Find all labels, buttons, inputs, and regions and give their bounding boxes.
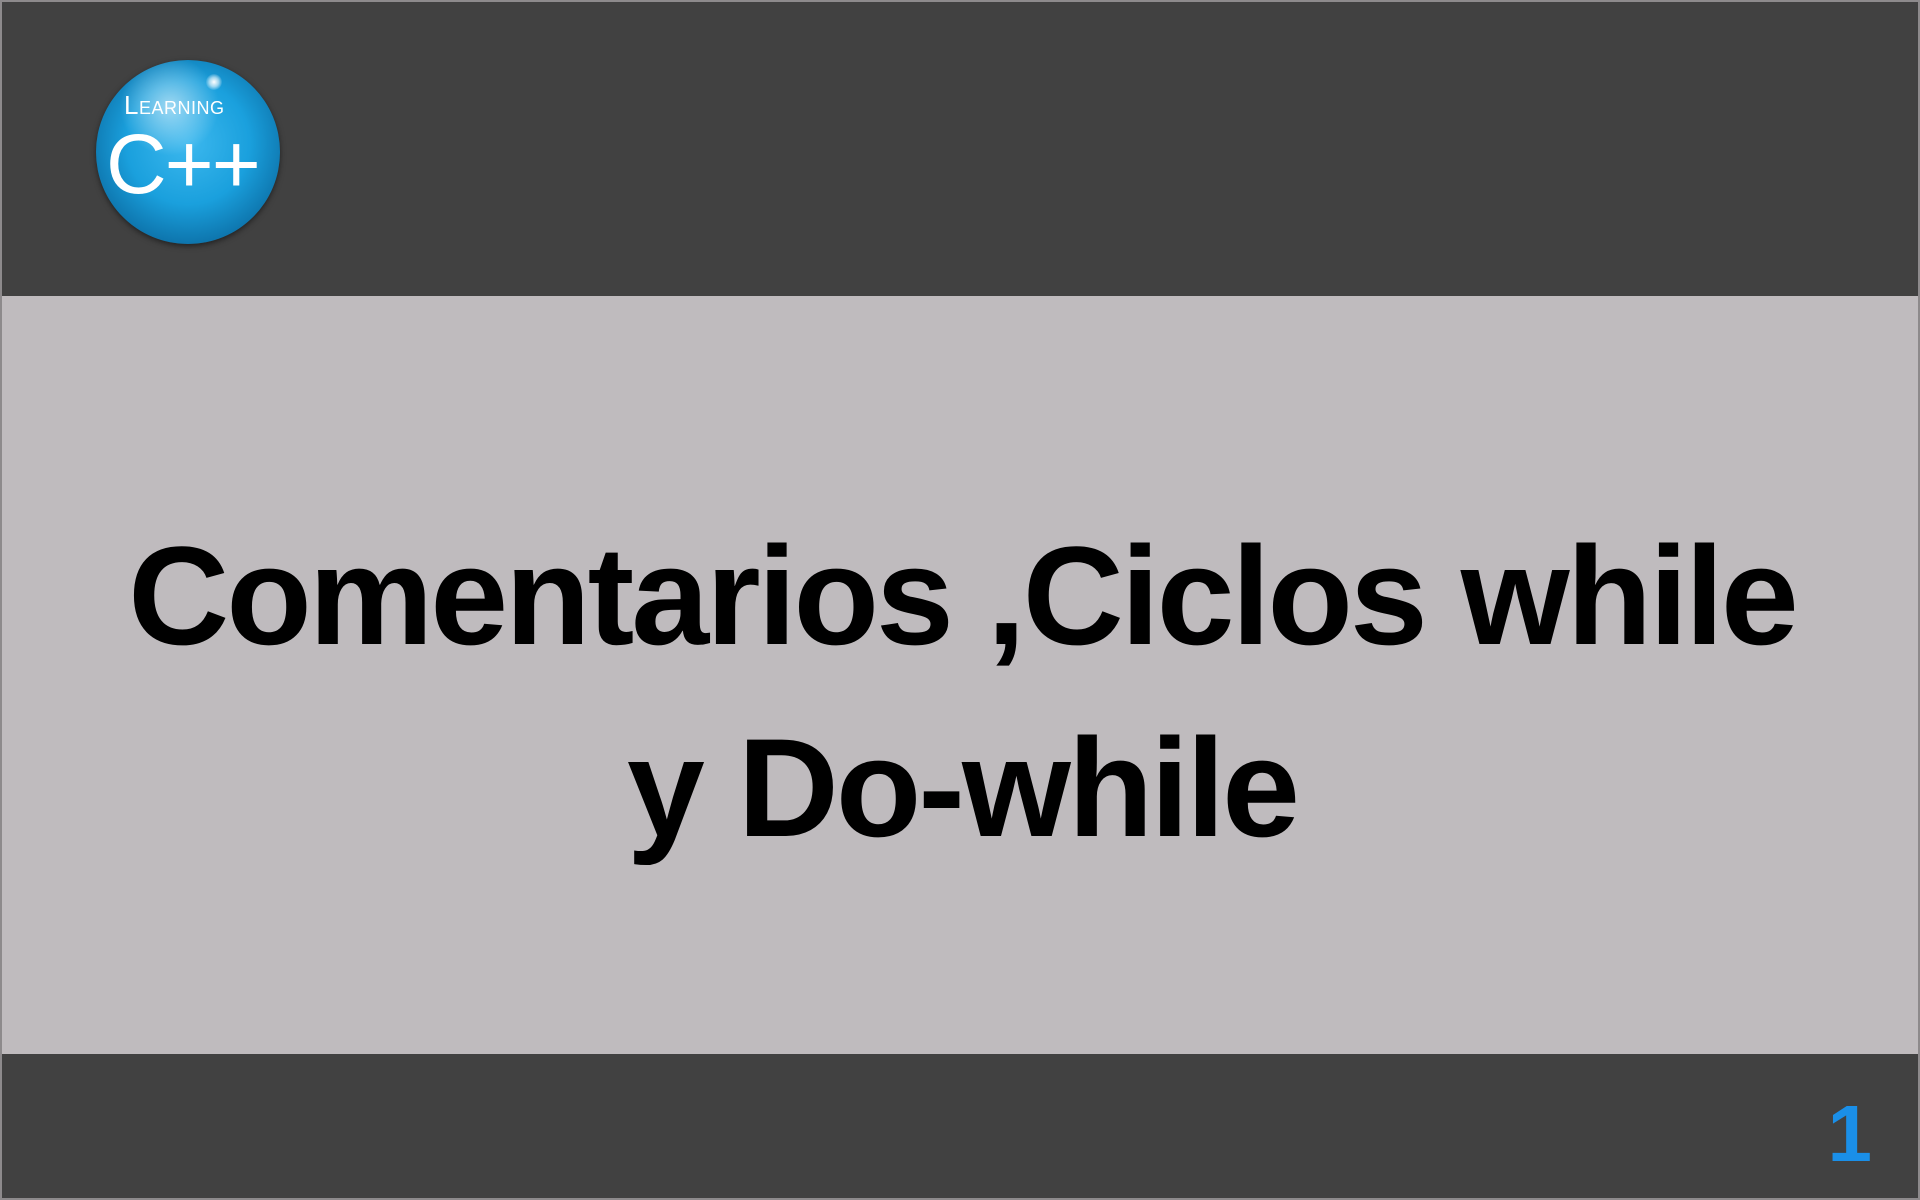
learning-cpp-logo-icon — [96, 60, 280, 244]
slide-title — [42, 500, 1882, 884]
header-band — [2, 2, 1918, 296]
slide-title-line-1: Comentarios ,Ciclos while — [128, 517, 1796, 674]
logo-sparkle — [206, 74, 222, 90]
slide-title-line-2: y Do-while — [626, 709, 1298, 866]
footer-band — [2, 1054, 1918, 1198]
logo-small-text: Learning — [124, 90, 225, 120]
page-number: 1 — [1827, 1089, 1872, 1178]
logo-big-text: C++ — [106, 117, 259, 211]
